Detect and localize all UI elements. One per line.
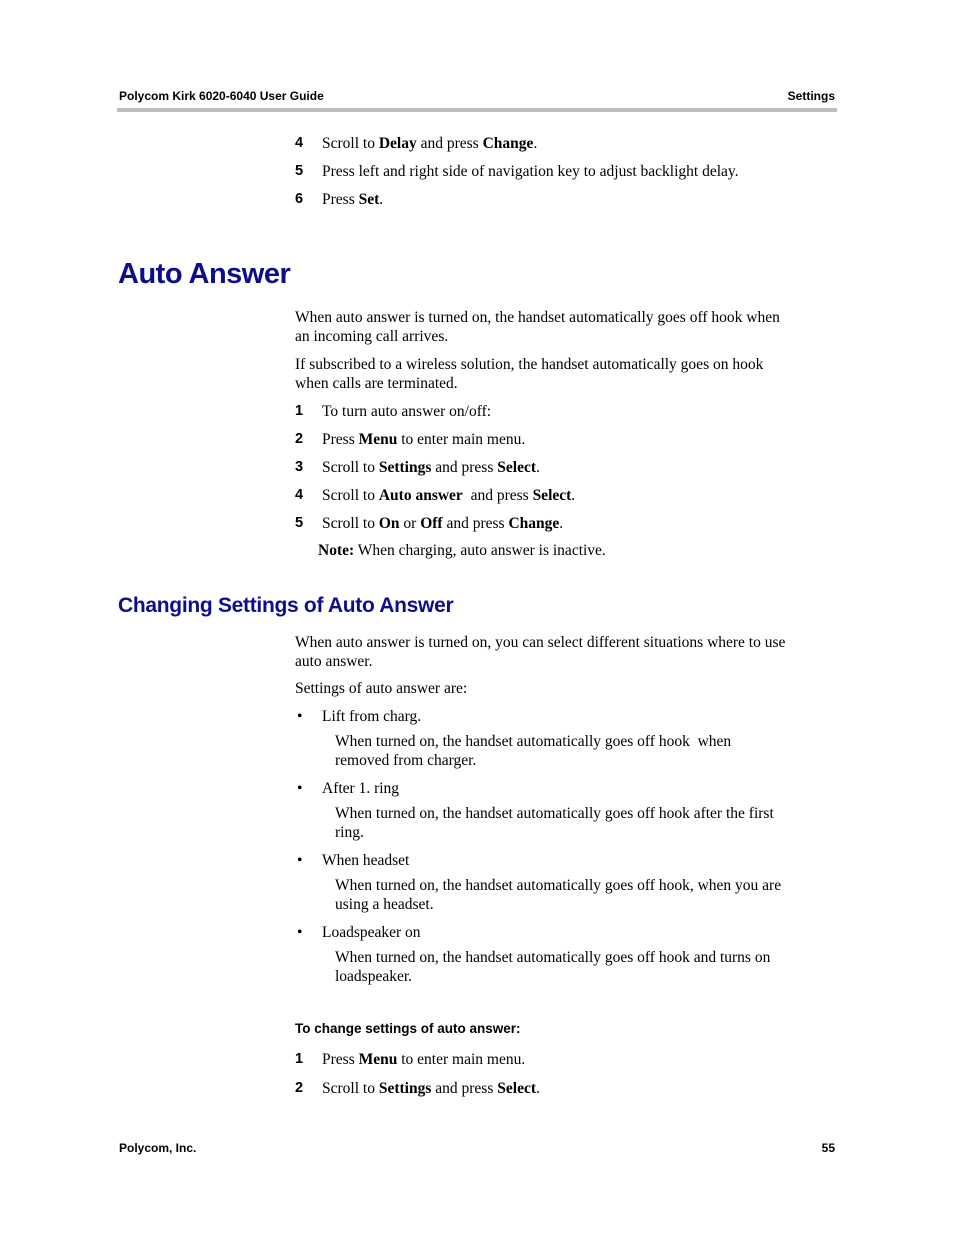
paragraph: When auto answer is turned on, the handset automatically goes off hook when an incoming call arrives.	[295, 309, 780, 345]
step-text: Press left and right side of navigation key to adjust backlight delay.	[322, 163, 739, 180]
step-text: Scroll to Delay and press Change.	[322, 135, 538, 152]
step-number: 2	[295, 431, 304, 447]
step-number: 5	[295, 163, 304, 179]
bullet-label: When headset	[322, 852, 410, 869]
bullet-description: When turned on, the handset automatically goes off hook after the first ring.	[335, 805, 774, 841]
note-label: Note:	[318, 542, 355, 559]
step-text: Scroll to On or Off and press Change.	[322, 515, 564, 532]
bullet-dot: •	[297, 852, 303, 869]
step-text: Scroll to Auto answer and press Select.	[322, 487, 576, 504]
bullet-dot: •	[297, 780, 303, 797]
step-number: 5	[295, 515, 304, 531]
bullet-label: Lift from charg.	[322, 708, 422, 725]
paragraph: When auto answer is turned on, you can select different situations where to use auto answer.	[295, 634, 786, 670]
step-text: Press Menu to enter main menu.	[322, 431, 526, 448]
step-number: 4	[295, 487, 304, 503]
step-text: Scroll to Settings and press Select.	[322, 459, 540, 476]
step-number: 1	[295, 1051, 304, 1067]
step-number: 2	[295, 1080, 304, 1096]
procedure-title: To change settings of auto answer:	[295, 1021, 521, 1036]
footer-company: Polycom, Inc.	[119, 1141, 197, 1155]
note-text: When charging, auto answer is inactive.	[354, 542, 606, 559]
step-text: Scroll to Settings and press Select.	[322, 1080, 540, 1097]
step-text: To turn auto answer on/off:	[322, 403, 492, 420]
running-header-section: Settings	[787, 89, 835, 103]
bullet-dot: •	[297, 924, 303, 941]
page-number: 55	[821, 1141, 835, 1155]
header-rule	[117, 108, 837, 112]
section-heading: Auto Answer	[118, 258, 291, 290]
note	[318, 541, 606, 560]
step-number: 1	[295, 403, 304, 419]
bullet-label: Loadspeaker on	[322, 924, 421, 941]
paragraph: If subscribed to a wireless solution, the handset automatically goes on hook when calls are terminated.	[295, 356, 764, 392]
bullet-description: When turned on, the handset automatically goes off hook and turns on loadspeaker.	[335, 949, 771, 985]
running-header-title: Polycom Kirk 6020-6040 User Guide	[119, 89, 324, 103]
paragraph: Settings of auto answer are:	[295, 680, 468, 697]
subsection-heading: Changing Settings of Auto Answer	[118, 594, 454, 617]
step-text: Press Set.	[322, 191, 384, 208]
step-number: 6	[295, 191, 304, 207]
bullet-description: When turned on, the handset automatically goes off hook when removed from charger.	[335, 733, 732, 769]
step-number: 3	[295, 459, 304, 475]
bullet-description: When turned on, the handset automatically goes off hook, when you are using a headset.	[335, 877, 782, 913]
step-text: Press Menu to enter main menu.	[322, 1051, 526, 1068]
step-number: 4	[295, 135, 304, 151]
bullet-label: After 1. ring	[322, 780, 400, 797]
bullet-dot: •	[297, 708, 303, 725]
